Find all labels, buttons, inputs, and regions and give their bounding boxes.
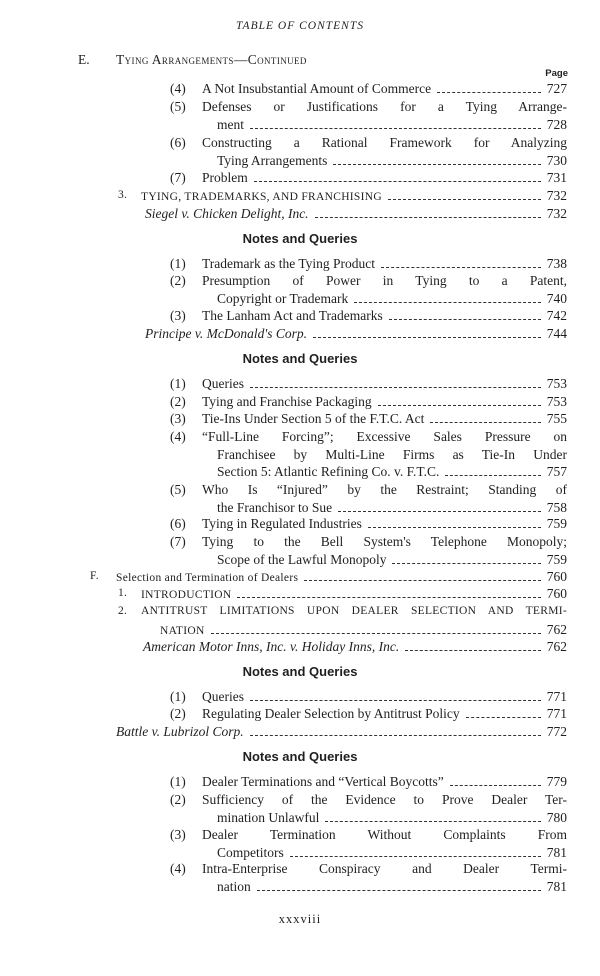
entry-number: (4) xyxy=(170,81,186,96)
entry-title: the Franchisor to Sue xyxy=(217,499,333,515)
page-number: 740 xyxy=(546,290,567,306)
notes-heading: Notes and Queries xyxy=(242,351,358,366)
dot-leader xyxy=(388,199,541,200)
running-head: TABLE OF CONTENTS xyxy=(236,20,364,32)
dot-leader xyxy=(392,563,540,564)
dot-leader xyxy=(445,475,540,476)
dot-leader xyxy=(211,633,541,634)
entry-number: 2. xyxy=(118,605,128,617)
page-number: 727 xyxy=(546,81,567,96)
entry-title: nation xyxy=(217,878,251,894)
entry-number: (3) xyxy=(170,827,186,842)
entry-title: Queries xyxy=(202,689,244,704)
entry-title: The Lanham Act and Trademarks xyxy=(202,308,383,323)
dot-leader xyxy=(381,267,541,268)
entry-title: mination Unlawful xyxy=(217,809,320,825)
entry-title: Selection and Termination of Dealers xyxy=(116,572,299,584)
entry-title: Problem xyxy=(202,170,248,185)
dot-leader xyxy=(313,337,541,338)
page-number: 742 xyxy=(546,308,567,323)
entry-number: (2) xyxy=(170,792,186,807)
entry-title: Battle v. Lubrizol Corp. xyxy=(116,724,244,739)
entry-number: (5) xyxy=(170,99,186,114)
page-number: 758 xyxy=(546,499,567,515)
dot-leader xyxy=(315,217,541,218)
entry-title: Tying in Regulated Industries xyxy=(202,516,362,531)
entry-number: (1) xyxy=(170,689,186,704)
page-number: 753 xyxy=(546,376,567,391)
entry-title: Constructing a Rational Framework for Analyzing xyxy=(202,135,567,150)
entry-title: Intra-Enterprise Conspiracy and Dealer Termi- xyxy=(202,861,567,876)
dot-leader xyxy=(378,405,541,406)
section-title: Tying Arrangements—Continued xyxy=(116,52,307,67)
page-number: 779 xyxy=(546,774,567,789)
page-number: 762 xyxy=(546,621,567,637)
entry-title: NATION xyxy=(160,624,205,637)
page-number: 744 xyxy=(546,326,567,341)
notes-heading: Notes and Queries xyxy=(242,231,358,246)
entry-title: Scope of the Lawful Monopoly xyxy=(217,551,387,567)
page-number: 759 xyxy=(546,516,567,531)
dot-leader xyxy=(450,785,541,786)
entry-number: 3. xyxy=(118,189,128,201)
notes-heading: Notes and Queries xyxy=(242,664,358,679)
dot-leader xyxy=(368,527,541,528)
entry-title: ment xyxy=(217,116,244,132)
page-number: 760 xyxy=(546,569,567,584)
entry-number: (2) xyxy=(170,394,186,409)
dot-leader xyxy=(254,181,541,182)
entry-number: F. xyxy=(90,570,99,582)
dot-leader xyxy=(250,128,541,129)
page-number: 738 xyxy=(546,256,567,271)
entry-title: American Motor Inns, Inc. v. Holiday Inns, Inc. xyxy=(143,639,400,654)
page-number: 781 xyxy=(546,878,567,894)
entry-title: Copyright or Trademark xyxy=(217,290,349,306)
entry-title: Tying Arrangements xyxy=(217,152,328,168)
entry-number: (1) xyxy=(170,256,186,271)
page-number: 753 xyxy=(546,394,567,409)
entry-title: Dealer Termination Without Complaints From xyxy=(202,827,567,842)
entry-number: (4) xyxy=(170,429,186,444)
section-letter: E. xyxy=(78,52,90,67)
entry-title: ANTITRUST LIMITATIONS UPON DEALER SELECTION AND TERMI- xyxy=(141,605,567,617)
dot-leader xyxy=(237,597,540,598)
entry-title: Queries xyxy=(202,376,244,391)
dot-leader xyxy=(405,650,541,651)
section-e-heading xyxy=(78,52,307,68)
entry-number: (1) xyxy=(170,774,186,789)
entry-title: Defenses or Justifications for a Tying Arrange- xyxy=(202,99,567,114)
entry-number: (6) xyxy=(170,135,186,150)
entry-title: A Not Insubstantial Amount of Commerce xyxy=(202,81,432,96)
entry-title: Tie-Ins Under Section 5 of the F.T.C. Act xyxy=(202,411,425,426)
page-column-label: Page xyxy=(545,68,568,79)
page-number: 731 xyxy=(546,170,567,185)
page-number: 759 xyxy=(546,551,567,567)
entry-number: (4) xyxy=(170,861,186,876)
page-number: 728 xyxy=(546,116,567,132)
entry-number: (3) xyxy=(170,411,186,426)
dot-leader xyxy=(290,856,541,857)
page-number: 772 xyxy=(546,724,567,739)
dot-leader xyxy=(250,387,541,388)
dot-leader xyxy=(250,735,541,736)
dot-leader xyxy=(354,302,541,303)
page-number: 757 xyxy=(546,464,567,479)
page-number: 762 xyxy=(546,639,567,654)
page-number: 760 xyxy=(546,586,567,601)
entry-title: Siegel v. Chicken Delight, Inc. xyxy=(145,206,309,221)
entry-number: 1. xyxy=(118,587,128,599)
entry-title: Sufficiency of the Evidence to Prove Dealer Ter- xyxy=(202,792,567,807)
entry-title: Trademark as the Tying Product xyxy=(202,256,376,271)
entry-title: Franchisee by Multi-Line Firms as Tie-In Under xyxy=(217,446,567,462)
entry-number: (1) xyxy=(170,376,186,391)
notes-heading: Notes and Queries xyxy=(242,749,358,764)
page-number: 755 xyxy=(546,411,567,426)
page-number: 732 xyxy=(546,206,567,221)
entry-number: (6) xyxy=(170,516,186,531)
dot-leader xyxy=(257,890,541,891)
dot-leader xyxy=(304,580,541,581)
entry-number: (3) xyxy=(170,308,186,323)
page-number: 730 xyxy=(546,152,567,168)
entry-title: Presumption of Power in Tying to a Patent, xyxy=(202,273,567,288)
page-number: 732 xyxy=(546,188,567,203)
page-number: 781 xyxy=(546,844,567,860)
entry-number: (7) xyxy=(170,170,186,185)
page-number: 771 xyxy=(546,706,567,721)
entry-title: Section 5: Atlantic Refining Co. v. F.T.C. xyxy=(217,464,440,479)
entry-title: Competitors xyxy=(217,844,284,860)
entry-number: (7) xyxy=(170,534,186,549)
dot-leader xyxy=(430,422,540,423)
entry-number: (5) xyxy=(170,482,186,497)
dot-leader xyxy=(437,92,541,93)
entry-title: “Full-Line Forcing”; Excessive Sales Pressure on xyxy=(202,429,567,444)
dot-leader xyxy=(338,511,541,512)
entry-title: Principe v. McDonald's Corp. xyxy=(145,326,307,341)
entry-number: (2) xyxy=(170,273,186,288)
dot-leader xyxy=(333,164,540,165)
page-number: 771 xyxy=(546,689,567,704)
entry-title: TYING, TRADEMARKS, AND FRANCHISING xyxy=(141,191,382,203)
entry-title: Dealer Terminations and “Vertical Boycotts” xyxy=(202,774,444,789)
dot-leader xyxy=(250,700,541,701)
page-number: 780 xyxy=(546,809,567,825)
dot-leader xyxy=(466,717,541,718)
page-folio: xxxviii xyxy=(278,912,322,926)
entry-title: Who Is “Injured” by the Restraint; Standing of xyxy=(202,482,567,497)
entry-title: Tying to the Bell System's Telephone Monopoly; xyxy=(202,534,567,549)
entry-title: Regulating Dealer Selection by Antitrust Policy xyxy=(202,706,460,721)
entry-title: Tying and Franchise Packaging xyxy=(202,394,372,409)
dot-leader xyxy=(389,319,541,320)
entry-number: (2) xyxy=(170,706,186,721)
entry-title: INTRODUCTION xyxy=(141,589,232,601)
dot-leader xyxy=(325,821,540,822)
